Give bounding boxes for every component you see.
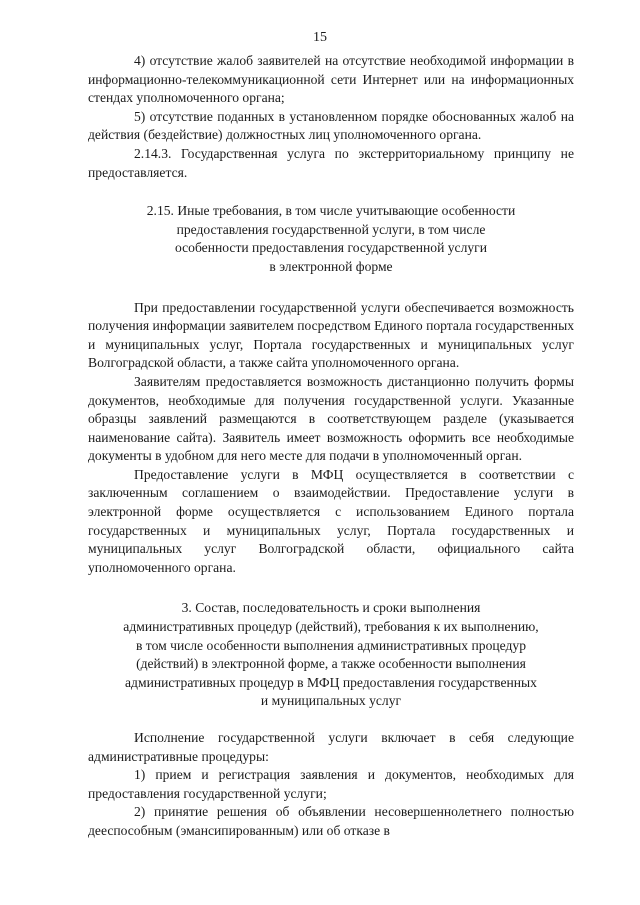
paragraph-portal-info: При предоставлении государственной услуги обеспечивается возможность получения информации заявителем посредством Единого портала государственных и муниципальных услуг, Портала государственных и муниципальных услуг Волгоградской области, а также сайта уполномоченного органа. [88,299,574,371]
page-number: 15 [313,30,327,45]
heading-line: особенности предоставления государственной услуги [174,240,488,256]
heading-line: административных процедур (действий), требования к их выполнению, [123,619,539,635]
paragraph-mfc-service: Предоставление услуги в МФЦ осуществляется в соответствии с заключенным соглашением о взаимодействии. Предоставление услуги в электронной форме осуществляется с использованием Единого портала государственных и муниципальных услуг, Портала государственных и муниципальных услуг Волгоградской области, официального сайта уполномоченного органа. [88,466,574,575]
heading-line: в электронной форме [269,258,393,274]
heading-line: административных процедур в МФЦ предоставления государственных [125,674,537,690]
heading-line: 3. Состав, последовательность и сроки выполнения [181,600,481,616]
heading-line: 2.15. Иные требования, в том числе учитывающие особенности [146,203,516,219]
paragraph-item-5: 5) отсутствие поданных в установленном порядке обоснованных жалоб на действия (бездействие) должностных лиц уполномоченного органа. [88,108,574,143]
heading-line: (действий) в электронной форме, а также особенности выполнения [136,656,526,672]
paragraph-procedures-intro: Исполнение государственной услуги включает в себя следующие административные процедуры: [88,730,574,764]
heading-line: предоставления государственной услуги, в том числе [176,221,486,237]
paragraph-procedure-2: 2) принятие решения об объявлении несовершеннолетнего полностью дееспособным (эмансипированным) или об отказе в [88,804,574,838]
section-heading-3 [88,599,574,711]
paragraph-remote-forms: Заявителям предоставляется возможность дистанционно получить формы документов, необходимые для получения государственной услуги. Указанные образцы заявлений размещаются в соответствующем разделе (указывается наименование сайта). Заявитель имеет возможность оформить все необходимые документы в удобном для него месте для подачи в уполномоченный орган. [88,373,574,464]
document-body [88,52,574,841]
heading-line: и муниципальных услуг [260,693,402,709]
section-heading-2-15 [88,202,574,276]
paragraph-procedure-1: 1) прием и регистрация заявления и документов, необходимых для предоставления государственной услуги; [88,767,574,801]
heading-line: в том числе особенности выполнения административных процедур [135,637,527,653]
paragraph-2-14-3: 2.14.3. Государственная услуга по экстерриториальному принципу не предоставляется. [88,145,574,180]
paragraph-item-4: 4) отсутствие жалоб заявителей на отсутствие необходимой информации в информационно-телекоммуникационной сети Интернет или на информационных стендах уполномоченного органа; [88,53,574,106]
